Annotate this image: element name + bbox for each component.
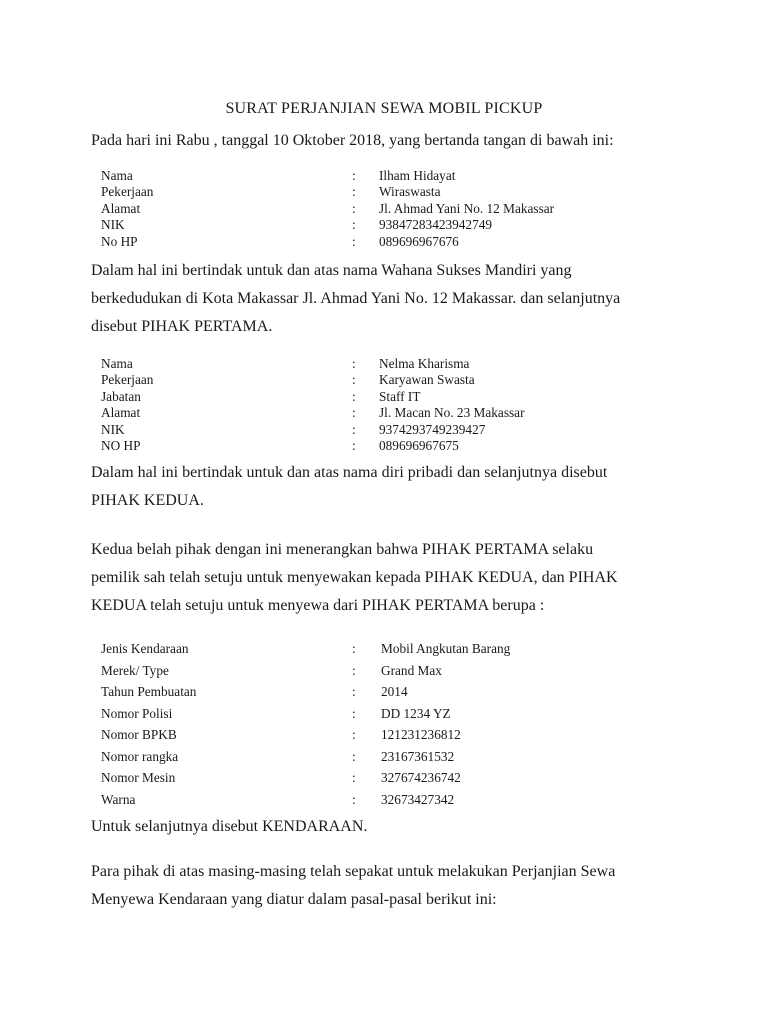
vehicle-row-warna bbox=[101, 789, 661, 811]
vehicle-row-tahun bbox=[101, 681, 661, 703]
field-value: Nelma Kharisma bbox=[379, 356, 470, 371]
field-value: 23167361532 bbox=[381, 748, 455, 764]
party2-row-nohp bbox=[101, 438, 661, 454]
field-colon: : bbox=[352, 770, 356, 785]
vehicle-row-merek bbox=[101, 660, 661, 682]
field-value: Karyawan Swasta bbox=[379, 372, 475, 388]
field-label: Nomor Mesin bbox=[101, 770, 176, 785]
field-label: Nomor rangka bbox=[101, 748, 179, 764]
party2-row-jabatan bbox=[101, 389, 661, 405]
vehicle-row-mesin bbox=[101, 767, 661, 789]
vehicle-row-bpkb bbox=[101, 724, 661, 746]
statement-line: disebut PIHAK PERTAMA. bbox=[91, 318, 273, 335]
field-label: Nomor Polisi bbox=[101, 705, 173, 721]
statement-line: berkedudukan di Kota Makassar Jl. Ahmad Yani No. 12 Makassar. dan selanjutnya bbox=[91, 290, 621, 307]
field-value: 089696967675 bbox=[379, 437, 459, 453]
field-label: NIK bbox=[101, 421, 125, 437]
closing-paragraph bbox=[91, 858, 691, 914]
party2-row-pekerjaan bbox=[101, 372, 661, 388]
field-colon: : bbox=[352, 184, 356, 200]
field-value: 327674236742 bbox=[381, 770, 461, 785]
field-colon: : bbox=[352, 748, 356, 764]
party1-statement bbox=[91, 257, 691, 341]
field-value: Ilham Hidayat bbox=[379, 168, 456, 183]
field-label: Jenis Kendaraan bbox=[101, 641, 189, 656]
document-title: SURAT PERJANJIAN SEWA MOBIL PICKUP bbox=[225, 100, 543, 117]
field-value: Wiraswasta bbox=[379, 184, 441, 200]
party1-details bbox=[101, 168, 661, 250]
field-label: NIK bbox=[101, 217, 125, 233]
vehicle-details bbox=[101, 638, 661, 810]
field-label: Pekerjaan bbox=[101, 372, 154, 388]
field-value: 089696967676 bbox=[379, 233, 459, 249]
party1-row-alamat bbox=[101, 201, 661, 217]
field-label: Jabatan bbox=[101, 388, 141, 404]
party2-row-nik bbox=[101, 422, 661, 438]
field-label: Alamat bbox=[101, 200, 141, 216]
field-colon: : bbox=[352, 727, 356, 742]
intro-paragraph: Pada hari ini Rabu , tanggal 10 Oktober 2018, yang bertanda tangan di bawah ini: bbox=[91, 132, 614, 149]
field-value: Jl. Ahmad Yani No. 12 Makassar bbox=[379, 200, 555, 216]
party1-row-nik bbox=[101, 217, 661, 233]
field-value: Mobil Angkutan Barang bbox=[381, 641, 511, 656]
field-colon: : bbox=[352, 662, 356, 678]
statement-line: Dalam hal ini bertindak untuk dan atas nama diri pribadi dan selanjutnya disebut bbox=[91, 464, 608, 481]
field-label: Nama bbox=[101, 356, 133, 371]
field-label: Nomor BPKB bbox=[101, 727, 177, 742]
field-label: Tahun Pembuatan bbox=[101, 684, 197, 699]
field-label: Warna bbox=[101, 791, 136, 807]
party2-statement bbox=[91, 459, 691, 515]
vehicle-row-rangka bbox=[101, 746, 661, 768]
vehicle-row-jenis bbox=[101, 638, 661, 660]
field-colon: : bbox=[352, 405, 356, 421]
statement-line: Dalam hal ini bertindak untuk dan atas nama Wahana Sukses Mandiri yang bbox=[91, 262, 572, 279]
statement-line: PIHAK KEDUA. bbox=[91, 492, 204, 509]
field-colon: : bbox=[352, 421, 356, 437]
party1-row-nama bbox=[101, 168, 661, 184]
field-colon: : bbox=[352, 388, 356, 404]
field-value: 121231236812 bbox=[381, 727, 461, 742]
field-colon: : bbox=[352, 356, 356, 371]
agreement-line: Kedua belah pihak dengan ini menerangkan bahwa PIHAK PERTAMA selaku bbox=[91, 541, 594, 558]
party2-details bbox=[101, 356, 661, 454]
field-value: 2014 bbox=[381, 684, 408, 699]
field-value: DD 1234 YZ bbox=[381, 705, 451, 721]
field-colon: : bbox=[352, 168, 356, 183]
field-label: Alamat bbox=[101, 405, 141, 421]
field-label: Merek/ Type bbox=[101, 662, 169, 678]
field-colon: : bbox=[352, 217, 356, 233]
closing-line: Para pihak di atas masing-masing telah sepakat untuk melakukan Perjanjian Sewa bbox=[91, 863, 616, 880]
party2-row-alamat bbox=[101, 405, 661, 421]
field-colon: : bbox=[352, 437, 356, 453]
field-colon: : bbox=[352, 684, 356, 699]
party2-row-nama bbox=[101, 356, 661, 372]
vehicle-row-polisi bbox=[101, 703, 661, 725]
field-colon: : bbox=[352, 705, 356, 721]
field-colon: : bbox=[352, 200, 356, 216]
field-label: Nama bbox=[101, 168, 133, 183]
party1-row-pekerjaan bbox=[101, 184, 661, 200]
field-label: Pekerjaan bbox=[101, 184, 154, 200]
field-value: 32673427342 bbox=[381, 791, 455, 807]
party1-row-nohp bbox=[101, 234, 661, 250]
field-label: No HP bbox=[101, 233, 138, 249]
field-colon: : bbox=[352, 641, 356, 656]
field-value: Grand Max bbox=[381, 662, 442, 678]
field-value: 9374293749239427 bbox=[379, 421, 486, 437]
vehicle-statement: Untuk selanjutnya disebut KENDARAAN. bbox=[91, 818, 368, 835]
agreement-paragraph bbox=[91, 536, 691, 620]
field-value: Jl. Macan No. 23 Makassar bbox=[379, 405, 525, 421]
field-colon: : bbox=[352, 233, 356, 249]
closing-line: Menyewa Kendaraan yang diatur dalam pasal-pasal berikut ini: bbox=[91, 891, 497, 908]
agreement-line: pemilik sah telah setuju untuk menyewakan kepada PIHAK KEDUA, dan PIHAK bbox=[91, 569, 618, 586]
field-value: Staff IT bbox=[379, 388, 421, 404]
field-label: NO HP bbox=[101, 437, 141, 453]
field-value: 93847283423942749 bbox=[379, 217, 493, 233]
field-colon: : bbox=[352, 372, 356, 388]
field-colon: : bbox=[352, 791, 356, 807]
agreement-line: KEDUA telah setuju untuk menyewa dari PIHAK PERTAMA berupa : bbox=[91, 597, 545, 614]
